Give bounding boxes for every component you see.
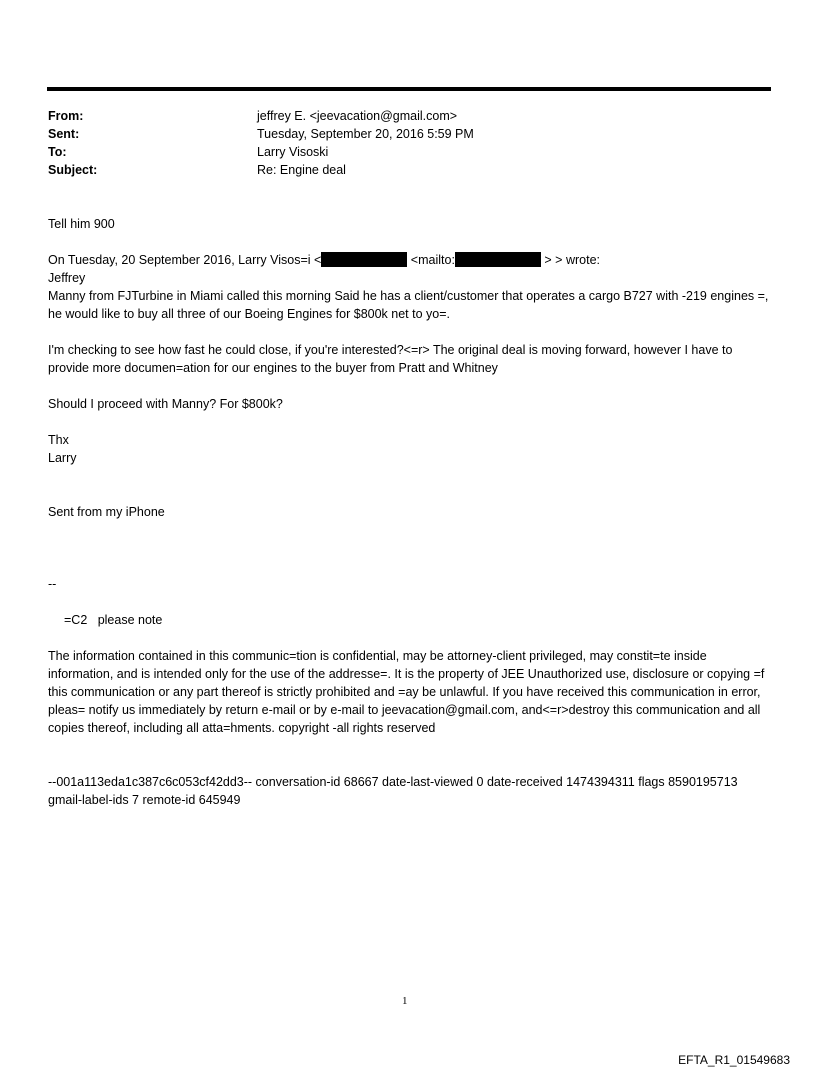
quote-intro-c: > > wrote: bbox=[544, 253, 600, 267]
redaction-box bbox=[321, 252, 407, 267]
quote-intro bbox=[48, 251, 772, 269]
from-label: From: bbox=[48, 109, 84, 123]
thanks: Thx bbox=[48, 433, 69, 447]
to-value: Larry Visoski bbox=[257, 145, 329, 159]
to-row bbox=[48, 143, 748, 161]
message-metadata: --001a113eda1c387c6c053cf42dd3-- conversation-id 68667 date-last-viewed 0 date-received 1474394311 flags 8590195713 gmail-label-ids 7 remote-id 645949 bbox=[48, 775, 738, 807]
email-header bbox=[48, 107, 748, 179]
redaction-box bbox=[455, 252, 541, 267]
subject-value: Re: Engine deal bbox=[257, 163, 346, 177]
quote-intro-b: <mailto: bbox=[410, 253, 455, 267]
from-row bbox=[48, 107, 748, 125]
page-number: 1 bbox=[402, 995, 408, 1007]
to-label: To: bbox=[48, 145, 67, 159]
please-note: =C2 please note bbox=[64, 613, 163, 627]
reply-text: Tell him 900 bbox=[48, 217, 115, 231]
signature: Larry bbox=[48, 451, 77, 465]
salutation: Jeffrey bbox=[48, 271, 86, 285]
email-body bbox=[48, 215, 772, 809]
sent-value: Tuesday, September 20, 2016 5:59 PM bbox=[257, 127, 474, 141]
top-rule bbox=[47, 87, 771, 91]
subject-label: Subject: bbox=[48, 163, 98, 177]
sent-label: Sent: bbox=[48, 127, 80, 141]
paragraph-1: Manny from FJTurbine in Miami called this morning Said he has a client/customer that operates a cargo B727 with -219 engines =, he would like to buy all three of our Boeing Engines for $800k net to yo=. bbox=[48, 289, 769, 321]
sent-from: Sent from my iPhone bbox=[48, 505, 165, 519]
disclaimer: The information contained in this communic=tion is confidential, may be attorney-client privileged, may constit=te inside information, and is intended only for the use of the addresse=. It is the property of JEE Unauthorized use, disclosure or copying =f this communication or any part thereof is strictly prohibited and =ay be unlawful. If you have received this communication in error, pleas= notify us immediately by return e-mail or by e-mail to jeevacation@gmail.com, and<=r>destroy this communication and all copies thereof, including all atta=hments. copyright -all rights reserved bbox=[48, 649, 765, 735]
quote-intro-a: On Tuesday, 20 September 2016, Larry Visos=i < bbox=[48, 253, 322, 267]
from-value: jeffrey E. <jeevacation@gmail.com> bbox=[257, 109, 458, 123]
separator-dashes: -- bbox=[48, 577, 57, 591]
paragraph-2: I'm checking to see how fast he could close, if you're interested?<=r> The original deal is moving forward, however I have to provide more documen=ation for our engines to the buyer from Pratt and Whitney bbox=[48, 343, 733, 375]
subject-row bbox=[48, 161, 748, 179]
paragraph-3: Should I proceed with Manny? For $800k? bbox=[48, 397, 283, 411]
sent-row bbox=[48, 125, 748, 143]
bates-stamp: EFTA_R1_01549683 bbox=[678, 1053, 790, 1067]
